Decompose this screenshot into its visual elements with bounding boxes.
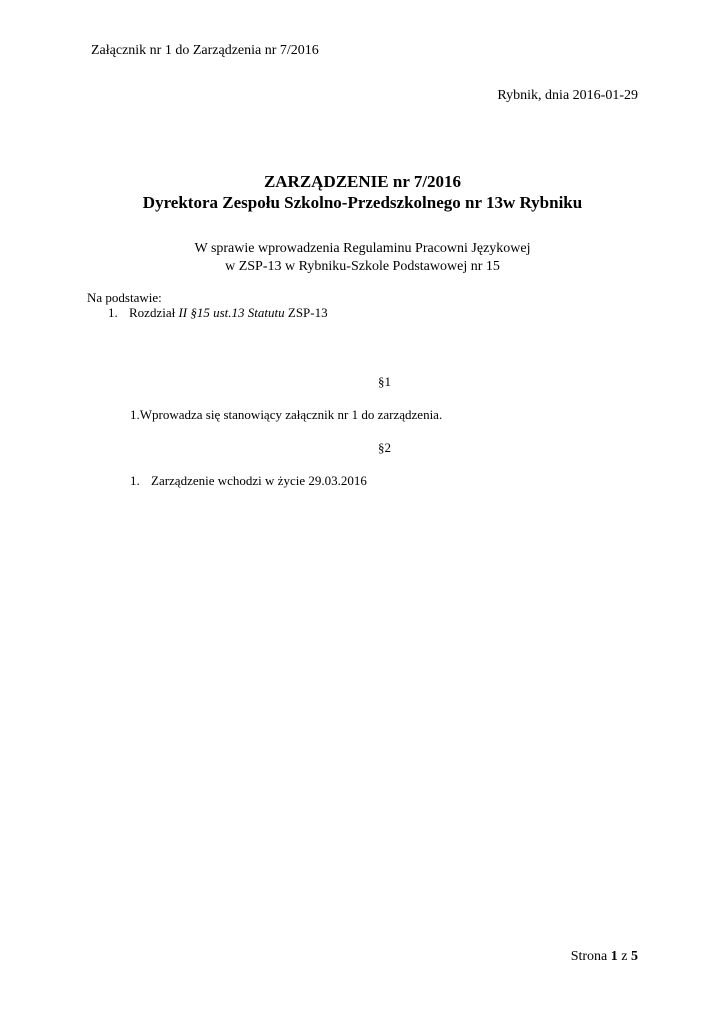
section-mark-1: §1	[378, 374, 391, 389]
section-2-item-text: Zarządzenie wchodzi w życie 29.03.2016	[151, 473, 367, 488]
title-line-1: ZARZĄDZENIE nr 7/2016	[263, 172, 462, 191]
basis-list-item	[108, 305, 328, 321]
section-2-item	[130, 473, 367, 489]
page-number-prefix: Strona	[570, 949, 611, 964]
subject-line-1: W sprawie wprowadzenia Regulaminu Pracowni Językowej	[194, 241, 531, 256]
page-number-total: 5	[631, 949, 638, 964]
basis-item-suffix: ZSP-13	[284, 305, 328, 320]
page-number-current: 1	[610, 949, 618, 964]
basis-item-number: 1.	[108, 305, 118, 320]
page-number-middle: z	[617, 949, 631, 964]
basis-item-reference: II §15 ust.13 Statutu	[178, 305, 285, 320]
document-title	[0, 171, 725, 213]
document-subject	[0, 240, 725, 276]
section-2-item-number: 1.	[130, 473, 140, 488]
section-1-text: 1.Wprowadza się stanowiący załącznik nr 1 do zarządzenia.	[130, 407, 443, 422]
section-mark-2: §2	[378, 440, 391, 455]
date-line: Rybnik, dnia 2016-01-29	[497, 88, 638, 103]
basis-item-prefix: Rozdział	[129, 305, 179, 320]
title-line-2: Dyrektora Zespołu Szkolno-Przedszkolnego nr 13w Rybniku	[142, 193, 583, 212]
attachment-note: Załącznik nr 1 do Zarządzenia nr 7/2016	[91, 43, 319, 58]
basis-label: Na podstawie:	[87, 290, 162, 305]
subject-line-2: w ZSP-13 w Rybniku-Szkole Podstawowej nr 15	[225, 259, 500, 274]
page-number	[571, 949, 638, 965]
